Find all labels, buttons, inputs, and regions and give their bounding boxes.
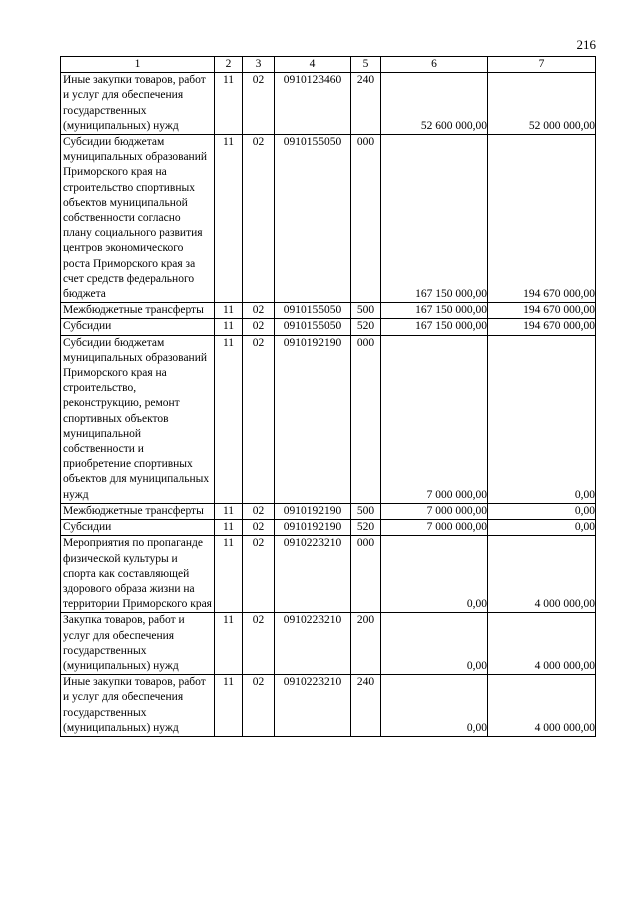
amount-cell-6: 7 000 000,00	[381, 520, 488, 536]
section-cell: 11	[215, 503, 243, 519]
table-row	[61, 613, 596, 675]
table-row	[61, 536, 596, 613]
expense-type-cell: 000	[351, 536, 381, 613]
subsection-cell: 02	[243, 675, 275, 737]
row-name-cell: Межбюджетные трансферты	[61, 503, 215, 519]
subsection-cell: 02	[243, 503, 275, 519]
row-name-cell: Межбюджетные трансферты	[61, 303, 215, 319]
amount-cell-6: 0,00	[381, 613, 488, 675]
target-article-cell: 0910223210	[275, 675, 351, 737]
row-name-cell: Закупка товаров, работ и услуг для обеспечения государственных (муниципальных) нужд	[61, 613, 215, 675]
target-article-cell: 0910223210	[275, 613, 351, 675]
budget-table	[60, 56, 596, 737]
table-row	[61, 675, 596, 737]
expense-type-cell: 500	[351, 503, 381, 519]
section-cell: 11	[215, 73, 243, 135]
expense-type-cell: 200	[351, 613, 381, 675]
column-header: 4	[275, 57, 351, 73]
section-cell: 11	[215, 536, 243, 613]
amount-cell-6: 7 000 000,00	[381, 335, 488, 503]
amount-cell-6: 167 150 000,00	[381, 135, 488, 303]
target-article-cell: 0910223210	[275, 536, 351, 613]
amount-cell-6: 167 150 000,00	[381, 303, 488, 319]
amount-cell-7: 52 000 000,00	[488, 73, 596, 135]
amount-cell-7: 4 000 000,00	[488, 536, 596, 613]
amount-cell-7: 194 670 000,00	[488, 135, 596, 303]
table-row	[61, 503, 596, 519]
column-header: 6	[381, 57, 488, 73]
amount-cell-7: 0,00	[488, 520, 596, 536]
section-cell: 11	[215, 303, 243, 319]
expense-type-cell: 520	[351, 319, 381, 335]
column-header: 7	[488, 57, 596, 73]
row-name-cell: Субсидии бюджетам муниципальных образований Приморского края на строительство, реконструкцию, ремонт спортивных объектов муниципальной собственности и приобретение спортивных объектов для муниципальных нужд	[61, 335, 215, 503]
amount-cell-7: 194 670 000,00	[488, 319, 596, 335]
subsection-cell: 02	[243, 520, 275, 536]
amount-cell-6: 167 150 000,00	[381, 319, 488, 335]
amount-cell-7: 4 000 000,00	[488, 613, 596, 675]
section-cell: 11	[215, 520, 243, 536]
subsection-cell: 02	[243, 613, 275, 675]
target-article-cell: 0910155050	[275, 135, 351, 303]
section-cell: 11	[215, 135, 243, 303]
amount-cell-7: 4 000 000,00	[488, 675, 596, 737]
expense-type-cell: 000	[351, 335, 381, 503]
expense-type-cell: 240	[351, 73, 381, 135]
expense-type-cell: 240	[351, 675, 381, 737]
row-name-cell: Субсидии	[61, 319, 215, 335]
table-row	[61, 520, 596, 536]
amount-cell-6: 7 000 000,00	[381, 503, 488, 519]
row-name-cell: Субсидии бюджетам муниципальных образований Приморского края на строительство спортивных объектов муниципальной собственности согласно плану социального развития центров экономического роста Приморского края за счет средств федерального бюджета	[61, 135, 215, 303]
amount-cell-6: 0,00	[381, 675, 488, 737]
amount-cell-6: 0,00	[381, 536, 488, 613]
subsection-cell: 02	[243, 303, 275, 319]
expense-type-cell: 500	[351, 303, 381, 319]
table-row	[61, 319, 596, 335]
subsection-cell: 02	[243, 335, 275, 503]
section-cell: 11	[215, 675, 243, 737]
row-name-cell: Мероприятия по пропаганде физической культуры и спорта как составляющей здорового образа жизни на территории Приморского края	[61, 536, 215, 613]
amount-cell-7: 0,00	[488, 335, 596, 503]
amount-cell-7: 194 670 000,00	[488, 303, 596, 319]
table-row	[61, 73, 596, 135]
subsection-cell: 02	[243, 135, 275, 303]
column-header: 1	[61, 57, 215, 73]
section-cell: 11	[215, 319, 243, 335]
row-name-cell: Иные закупки товаров, работ и услуг для обеспечения государственных (муниципальных) нужд	[61, 675, 215, 737]
expense-type-cell: 520	[351, 520, 381, 536]
target-article-cell: 0910155050	[275, 319, 351, 335]
column-header: 2	[215, 57, 243, 73]
table-header-row	[61, 57, 596, 73]
table-row	[61, 335, 596, 503]
table-row	[61, 303, 596, 319]
amount-cell-7: 0,00	[488, 503, 596, 519]
target-article-cell: 0910123460	[275, 73, 351, 135]
column-header: 5	[351, 57, 381, 73]
amount-cell-6: 52 600 000,00	[381, 73, 488, 135]
target-article-cell: 0910192190	[275, 335, 351, 503]
target-article-cell: 0910192190	[275, 520, 351, 536]
section-cell: 11	[215, 335, 243, 503]
subsection-cell: 02	[243, 536, 275, 613]
table-row	[61, 135, 596, 303]
column-header: 3	[243, 57, 275, 73]
row-name-cell: Субсидии	[61, 520, 215, 536]
expense-type-cell: 000	[351, 135, 381, 303]
section-cell: 11	[215, 613, 243, 675]
subsection-cell: 02	[243, 319, 275, 335]
subsection-cell: 02	[243, 73, 275, 135]
target-article-cell: 0910155050	[275, 303, 351, 319]
page-number: 216	[576, 37, 596, 52]
row-name-cell: Иные закупки товаров, работ и услуг для обеспечения государственных (муниципальных) нужд	[61, 73, 215, 135]
target-article-cell: 0910192190	[275, 503, 351, 519]
